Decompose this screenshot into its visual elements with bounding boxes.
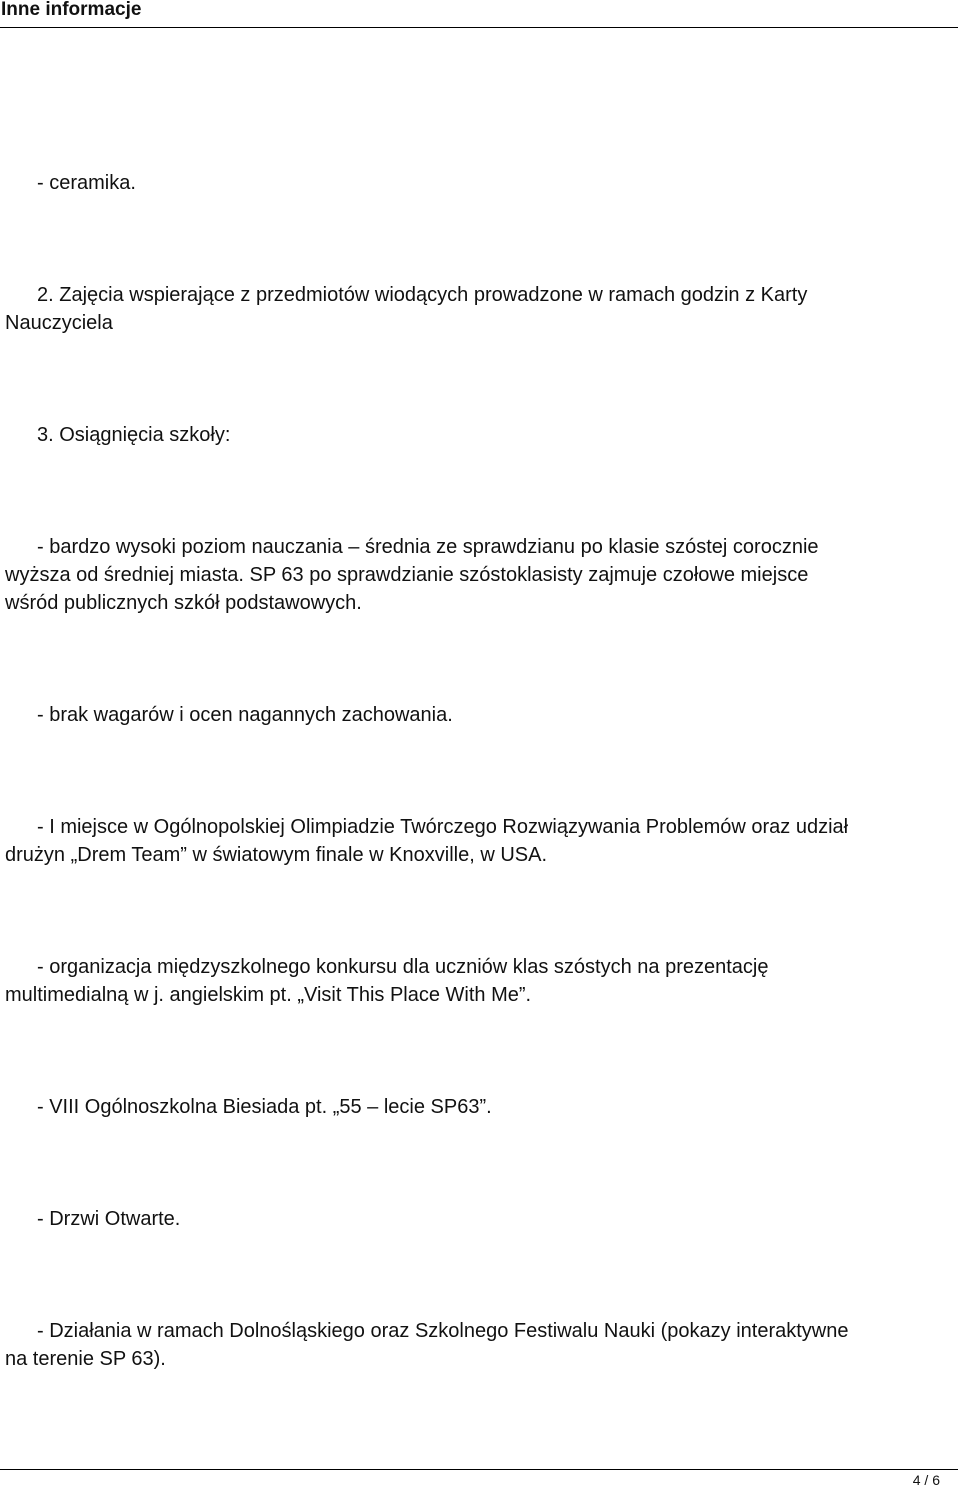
paragraph-festiwal-line-2: na terenie SP 63). <box>5 1348 166 1370</box>
paragraph-poziom-line-2: wyższa od średniej miasta. SP 63 po sprawdzianie szóstoklasisty zajmuje czołowe miejsce <box>5 564 809 586</box>
page-footer-rule <box>0 1469 958 1470</box>
paragraph-drzwi-otwarte: - Drzwi Otwarte. <box>37 1208 181 1230</box>
paragraph-festiwal-line-1: - Działania w ramach Dolnośląskiego oraz Szkolnego Festiwalu Nauki (pokazy interaktywne <box>37 1320 849 1342</box>
paragraph-poziom-line-3: wśród publicznych szkół podstawowych. <box>5 592 362 614</box>
paragraph-olimpiada-line-2: drużyn „Drem Team” w światowym finale w Knoxville, w USA. <box>5 844 548 866</box>
paragraph-konkurs-line-2: multimedialną w j. angielskim pt. „Visit This Place With Me”. <box>5 984 532 1006</box>
paragraph-konkurs-line-1: - organizacja międzyszkolnego konkursu dla uczniów klas szóstych na prezentację <box>37 956 769 978</box>
paragraph-osiagniecia-heading: 3. Osiągnięcia szkoły: <box>37 424 231 446</box>
paragraph-wagary: - brak wagarów i ocen nagannych zachowania. <box>37 704 453 726</box>
header-title: Inne informacje <box>1 0 142 20</box>
paragraph-zajecia-line-2: Nauczyciela <box>5 312 113 334</box>
paragraph-zajecia-line-1: 2. Zajęcia wspierające z przedmiotów wiodących prowadzone w ramach godzin z Karty <box>37 284 808 306</box>
page-header <box>0 0 958 28</box>
paragraph-biesiada: - VIII Ogólnoszkolna Biesiada pt. „55 – lecie SP63”. <box>37 1096 492 1118</box>
paragraph-poziom-line-1: - bardzo wysoki poziom nauczania – średnia ze sprawdzianu po klasie szóstej corocznie <box>37 536 819 558</box>
paragraph-olimpiada-line-1: - I miejsce w Ogólnopolskiej Olimpiadzie Twórczego Rozwiązywania Problemów oraz udział <box>37 816 849 838</box>
paragraph-ceramika: - ceramika. <box>37 172 136 194</box>
page-number: 4 / 6 <box>912 1472 940 1488</box>
